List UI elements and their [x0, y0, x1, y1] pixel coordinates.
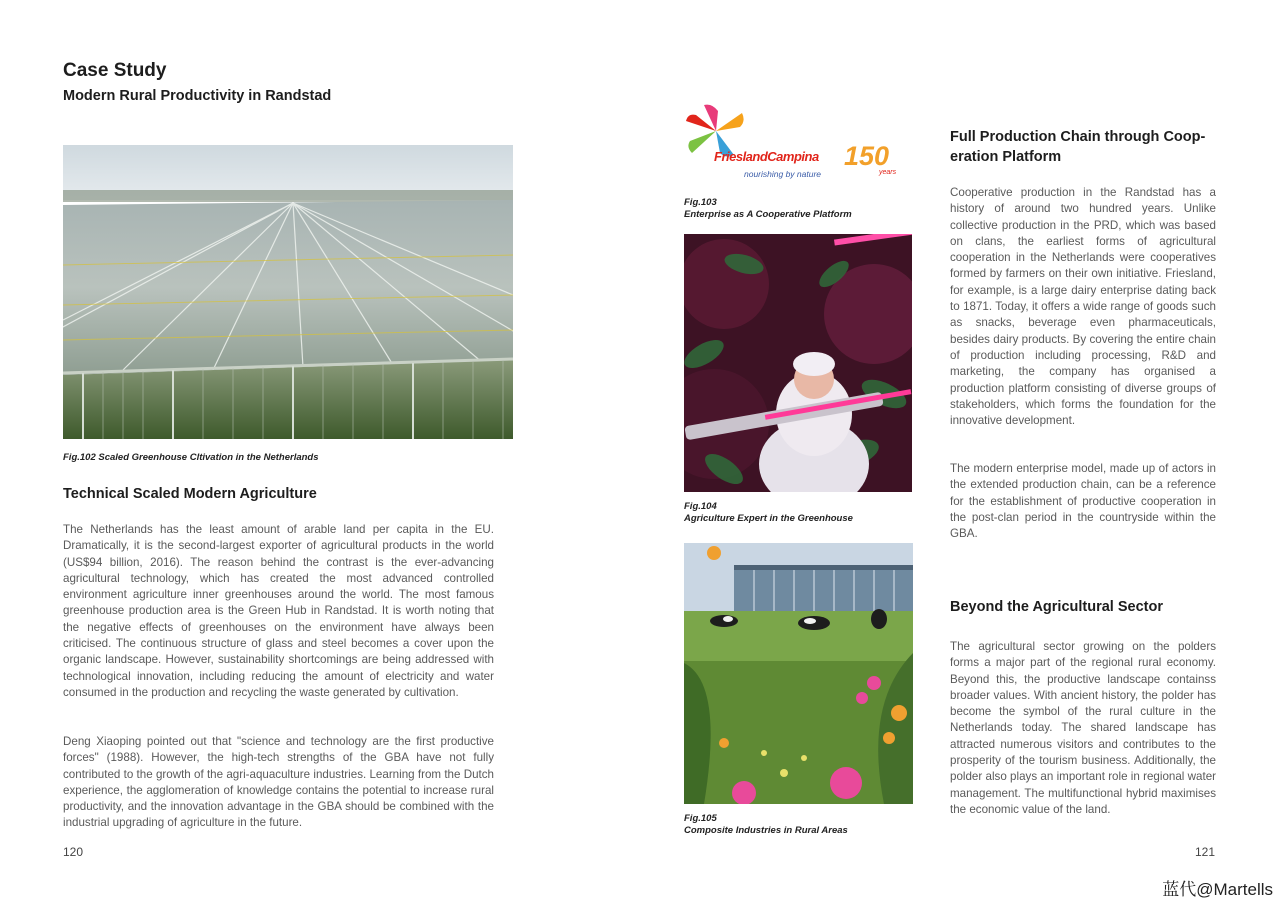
fig103-caption: Enterprise as A Cooperative Platform [684, 209, 852, 220]
page-number-left: 120 [63, 845, 84, 859]
section-title-technical: Technical Scaled Modern Agriculture [63, 486, 317, 502]
paragraph-production-chain-2: The modern enterprise model, made up of actors in the extended production chain, can be a reference for the establishment of productive cooperation in the post-clan period in the countryside within the GBA. [950, 462, 1216, 541]
logo-anniversary: 150 [844, 141, 890, 171]
expert-image [684, 234, 912, 492]
rural-composite-photo [684, 543, 913, 804]
greenhouse-image [63, 145, 513, 439]
composite-rural-image [684, 543, 913, 804]
logo-tagline: nourishing by nature [744, 169, 822, 179]
logo-brand-text: FrieslandCampina [714, 149, 819, 164]
greenhouse-expert-photo [684, 234, 912, 492]
fig105-caption: Composite Industries in Rural Areas [684, 825, 848, 836]
section-title-agricultural-sector: Beyond the Agricultural Sector [950, 599, 1163, 615]
paragraph-production-chain-1: Cooperative production in the Randstad has a history of around two hundred years. Unlike collective production in the PRD, which was based on clans, the earliest forms of agricultural cooperation in the Netherlands were cooperatives formed by farmers on their own initiative. Friesland, for example, is a large dairy enterprise dating back to 1871. Today, it offers a wide range of goods such as snacks, beverage even pharmaceuticals, besides dairy products. By covering the entire chain of production including processing, R&D and marketing, the company has organised a production platform consisting of diverse groups of stakeholders, which forms the foundation for the innovative development. [950, 186, 1216, 428]
watermark: 蓝代@Martells [1162, 880, 1273, 899]
greenhouse-photo [63, 145, 513, 439]
paragraph-technical-2: Deng Xiaoping pointed out that "science and technology are the first productive forces" (1988). However, the high-tech strengths of the GBA have not fully contributed to the growth of the agri-aquaculture industries. Learning from the Dutch experience, the agglomeration of knowledge contains the potential to increase rural productivity, and the innovation advantage in the GBA should be combined with the industrial upgrading of agriculture in the future. [63, 735, 494, 830]
paragraph-technical-1: The Netherlands has the least amount of arable land per capita in the EU. Dramatically, it is the second-largest exporter of agricultural products in the world (US$94 billion, 2016). The reason behind the contrast is the ever-advancing agricultural technology, which has created the most advanced controlled environment agriculture inner greenhouses around the world. The most famous greenhouse production area is the Green Hub in Randstad. It is worth noting that the negative effects of greenhouses on the environment have always been criticised. The continuous structure of glass and steel becomes a cover upon the organic landscape. However, sustainability shortcomings are being addressed with technological innovation, including reducing the amount of electricity and water consumed in the production and recycling the waste generated by cultivation. [63, 523, 494, 699]
page-title: Case Study [63, 60, 167, 81]
fig103-number: Fig.103 [684, 197, 717, 208]
fig102-caption: Fig.102 Scaled Greenhouse Cltivation in the Netherlands [63, 452, 319, 463]
section-title-production-chain: Full Production Chain through Coop-eration Platform [950, 129, 1206, 165]
logo-anniversary-label: years [879, 169, 897, 176]
fig104-caption: Agriculture Expert in the Greenhouse [684, 513, 853, 524]
fig105-number: Fig.105 [684, 813, 717, 824]
paragraph-agricultural-sector: The agricultural sector growing on the polders forms a major part of the regional rural economy. Beyond this, the productive landscape containss broader values. With ancient history, the polder has become the symbol of the rural culture in the Netherlands today. The shared landscape has attracted numerous visitors and contributes to the prosperity of the tourism business. Additionally, the polder also plays an important role in regional water management. The multifunctional hybrid maximises the economic value of the land. [950, 640, 1216, 816]
page-subtitle: Modern Rural Productivity in Randstad [63, 88, 332, 104]
fig104-number: Fig.104 [684, 501, 717, 512]
frieslandcampina-logo [684, 103, 909, 187]
page-number-right: 121 [1195, 845, 1216, 859]
